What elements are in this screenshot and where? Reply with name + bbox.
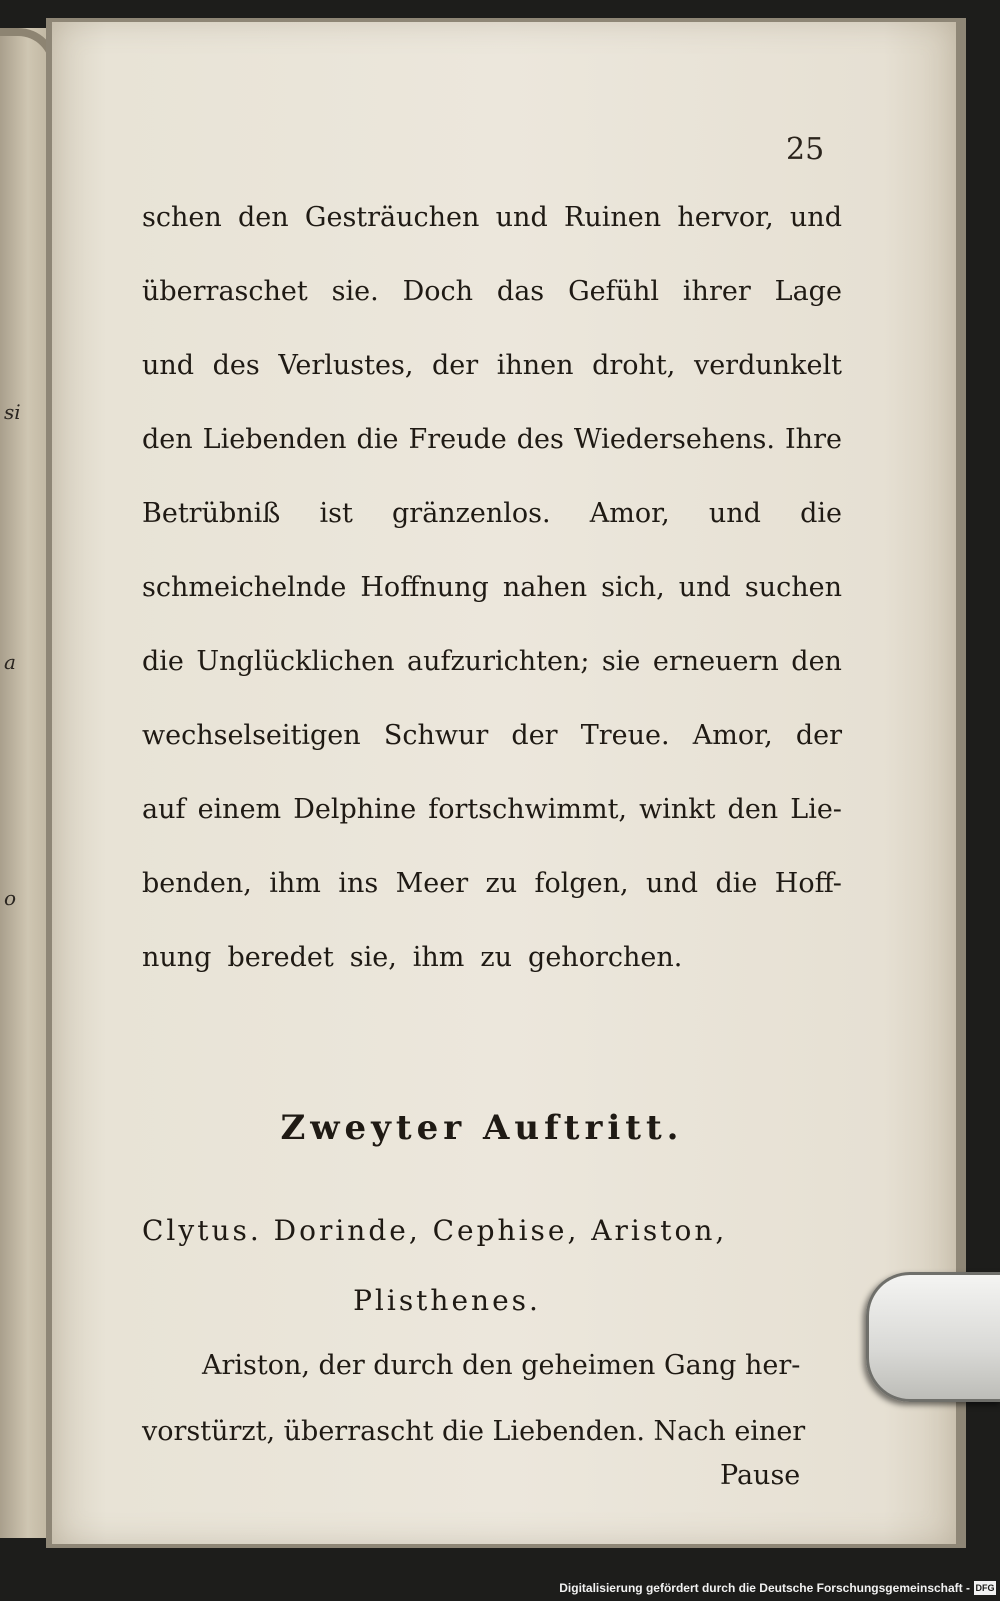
word: und (789, 202, 842, 233)
word: Lage (774, 276, 842, 307)
word: sie (601, 646, 641, 677)
word: ihm (412, 942, 465, 973)
stage-direction-line: vorstürzt, überrascht die Liebenden. Nach einer (142, 1416, 806, 1447)
word: Betrübniß (142, 498, 281, 529)
word: und (646, 868, 699, 899)
text-line (142, 484, 842, 558)
word: Ruinen (563, 202, 662, 233)
word: die (142, 646, 184, 677)
text-line (142, 780, 842, 854)
word: die (715, 868, 758, 899)
text-line (142, 558, 842, 632)
paragraph (142, 188, 842, 1002)
word: Meer (395, 868, 469, 899)
word: Doch (402, 276, 474, 307)
word: hervor, (677, 202, 774, 233)
left-page-fragment: si (4, 400, 21, 424)
word: gehorchen. (528, 942, 683, 973)
word: sich, (601, 572, 665, 603)
left-page-fragment: o (4, 886, 17, 910)
word: und (142, 350, 195, 381)
word: sie, (349, 942, 397, 973)
left-page-fragment: a (4, 650, 16, 674)
word: und (708, 498, 761, 529)
page-clip (866, 1272, 1000, 1402)
word: der (431, 350, 479, 381)
word: ihm (269, 868, 321, 899)
stage-direction (142, 1330, 842, 1462)
word: Unglücklichen (196, 646, 395, 677)
word: überraschet (142, 276, 308, 307)
word: Freude (408, 424, 507, 455)
word: Ihre (785, 424, 842, 455)
word: zu (480, 942, 513, 973)
scene-heading: Zweyter Auftritt. (280, 1108, 684, 1148)
catchword: Pause (720, 1460, 801, 1491)
word: Schwur (383, 720, 489, 751)
word: wechselseitigen (142, 720, 361, 751)
word: Amor, (692, 720, 773, 751)
word: Hoffnung (360, 572, 489, 603)
word: ist (319, 498, 353, 529)
word: Hoff- (774, 868, 842, 899)
word: auf (142, 794, 186, 825)
page-number: 25 (786, 132, 825, 167)
word: den (791, 646, 842, 677)
word: des (516, 424, 564, 455)
word: Treue. (580, 720, 670, 751)
text-line (142, 706, 842, 780)
stage-direction-line: Ariston, der durch den geheimen Gang her- (202, 1350, 801, 1381)
word: Amor, (589, 498, 670, 529)
text-line (142, 632, 842, 706)
text-line (142, 262, 842, 336)
text-line (142, 188, 842, 262)
word: suchen (744, 572, 842, 603)
word: der (795, 720, 842, 751)
text-line (142, 854, 842, 928)
word: der (511, 720, 558, 751)
word: schmeichelnde (142, 572, 347, 603)
word: des (212, 350, 260, 381)
text-line (142, 410, 842, 484)
word: Gefühl (568, 276, 660, 307)
word: gränzenlos. (392, 498, 551, 529)
word: droht, (592, 350, 676, 381)
word: aufzurichten; (406, 646, 590, 677)
word: schen (142, 202, 222, 233)
dramatis-personae (142, 1196, 842, 1336)
word: und (495, 202, 548, 233)
persons-line: Plisthenes. (353, 1284, 541, 1317)
word: Delphine (293, 794, 417, 825)
dfg-logo-icon: DFG (975, 1583, 995, 1593)
word: zu (485, 868, 518, 899)
word: ins (338, 868, 379, 899)
word: nahen (502, 572, 588, 603)
word: verdunkelt (693, 350, 842, 381)
word: benden, (142, 868, 252, 899)
word: Liebenden (202, 424, 347, 455)
word: und (678, 572, 731, 603)
word: beredet (227, 942, 334, 973)
word: das (496, 276, 545, 307)
word: fortschwimmt, (428, 794, 628, 825)
footer-bar (0, 1578, 1000, 1601)
word: erneuern (652, 646, 779, 677)
text-line (142, 928, 842, 1002)
text-line (142, 336, 842, 410)
word: Verlustes, (278, 350, 414, 381)
word: den (727, 794, 779, 825)
word: winkt (639, 794, 716, 825)
word: die (800, 498, 842, 529)
word: einem (197, 794, 282, 825)
persons-line: Clytus. Dorinde, Cephise, Ariston, (142, 1214, 728, 1247)
word: ihrer (682, 276, 751, 307)
word: Lie- (790, 794, 842, 825)
word: den (237, 202, 289, 233)
word: sie. (331, 276, 379, 307)
word: ihnen (496, 350, 574, 381)
word: Wiedersehens. (573, 424, 775, 455)
word: folgen, (534, 868, 629, 899)
footer-credit: Digitalisierung gefördert durch die Deutsche Forschungsgemeinschaft - (559, 1581, 970, 1595)
word: die (356, 424, 399, 455)
word: nung (142, 942, 212, 973)
word: den (142, 424, 193, 455)
word: Gesträuchen (304, 202, 480, 233)
